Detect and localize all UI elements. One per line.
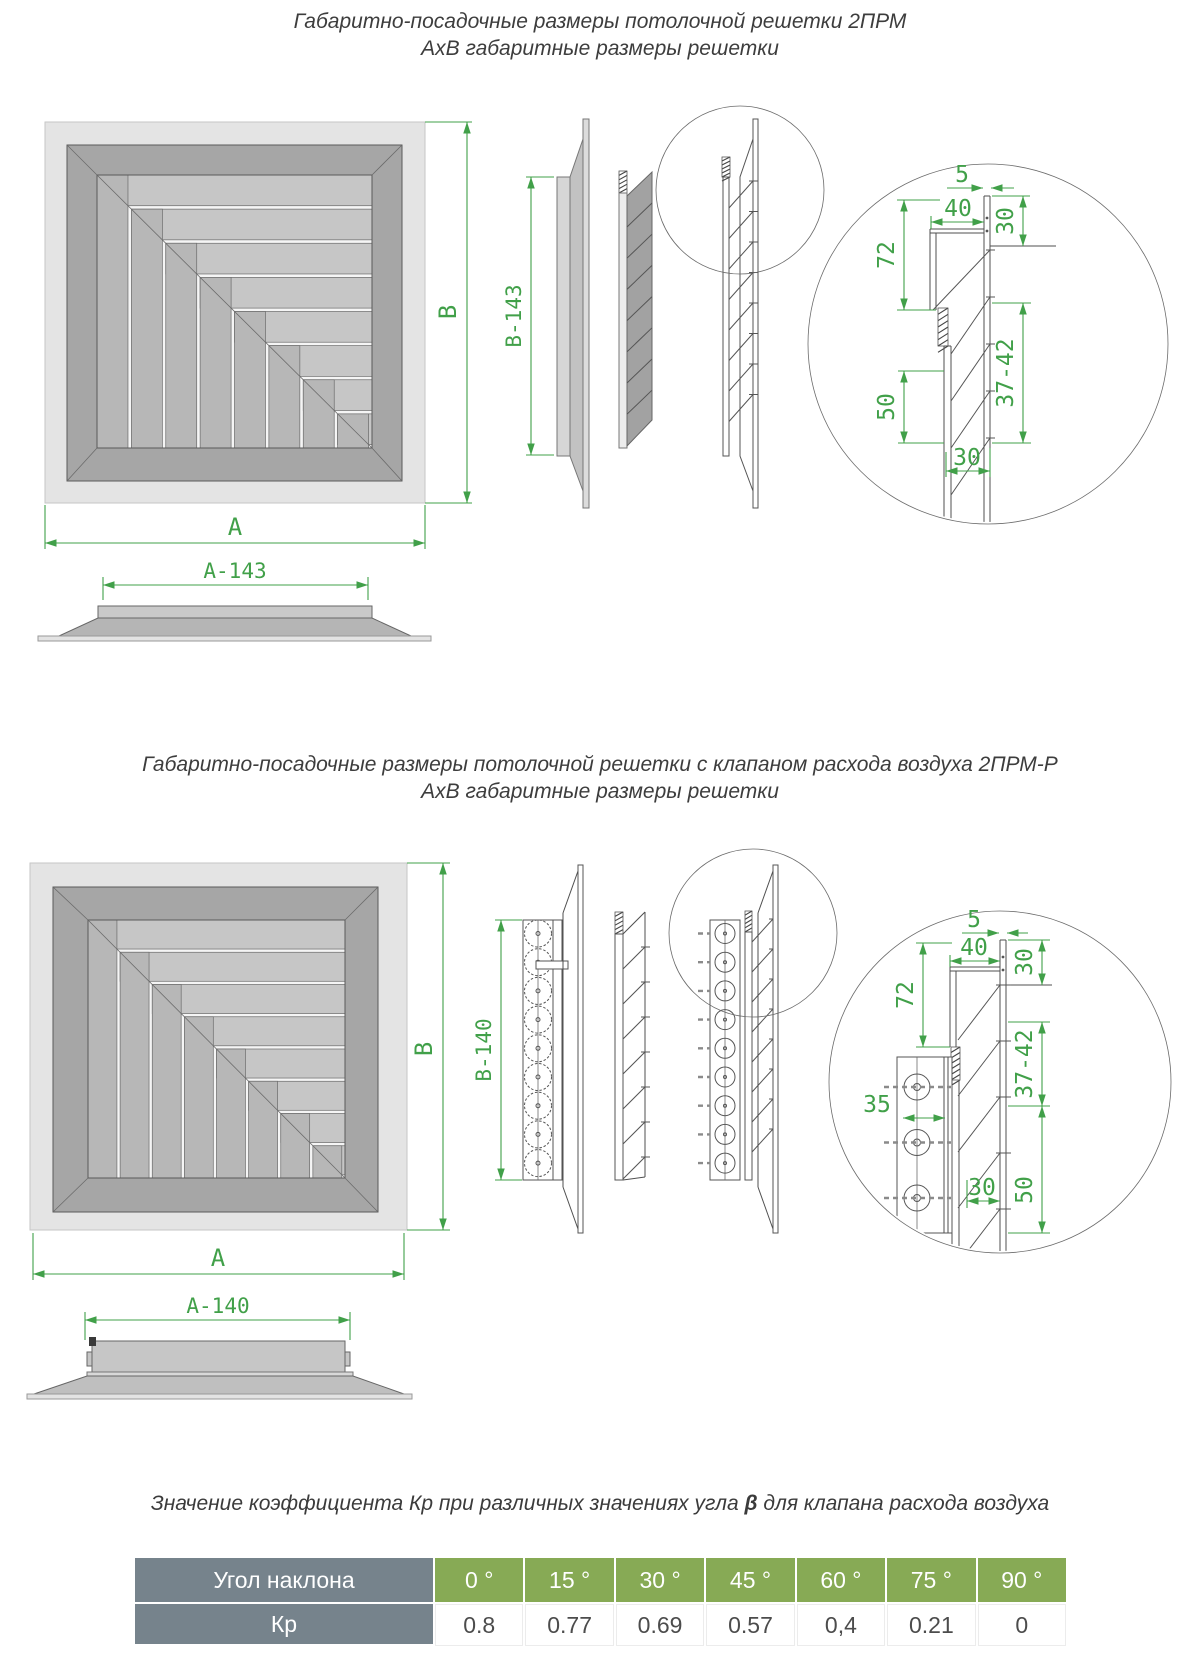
detail-view-1 [808, 162, 1168, 524]
spring-coil-line [938, 340, 948, 346]
spring-coil-line [722, 173, 730, 177]
slat-line [623, 1017, 645, 1039]
angle-75: 75 ° [887, 1558, 975, 1602]
angle-60: 60 ° [797, 1558, 885, 1602]
slat-line [958, 1209, 1000, 1264]
detail-1-dimensions [874, 162, 1031, 477]
spring-coil-line [938, 346, 948, 352]
dim-label-A143: A-143 [203, 559, 267, 583]
kp-value-15: 0.77 [525, 1604, 613, 1646]
dim-label-B1: B [434, 304, 462, 320]
damper-side-view [472, 865, 583, 1233]
angle-45: 45 ° [706, 1558, 794, 1602]
dim-label-A140: A-140 [186, 1294, 250, 1318]
dim-d3742-2: 37-42 [1012, 1029, 1038, 1099]
spring-coil-line [938, 314, 948, 320]
louver-blade-left [97, 175, 128, 448]
angle-0: 0 ° [435, 1558, 523, 1602]
louver-stack-side-view [619, 171, 652, 448]
section1-title-line1: Габаритно-посадочные размеры потолочной решетки 2ПРМ [293, 10, 907, 33]
slat-line [623, 1087, 645, 1109]
louver-slats [623, 947, 650, 1179]
dim-label-B2: B [410, 1041, 438, 1057]
dim-d30-bottom-1: 30 [953, 445, 981, 471]
assembled-side-view-1 [656, 106, 824, 508]
slat-line [752, 949, 773, 972]
louver-blade-left [88, 920, 117, 1178]
dim-label-B143: B-143 [502, 284, 526, 348]
grille-2prm-front-view [45, 122, 425, 503]
detail-callout-circle-2 [669, 849, 837, 1017]
spring-coil-line [722, 169, 730, 173]
louver-blade-top [88, 920, 345, 949]
section1-title-line2: АхВ габаритные размеры решетки [421, 37, 779, 60]
dim-d72-2: 72 [893, 981, 919, 1009]
angle-15: 15 ° [525, 1558, 613, 1602]
louver-blade-top [120, 952, 345, 981]
dim-A-section2 [33, 1233, 404, 1280]
spring-coil-line [615, 912, 623, 916]
kp-value-75: 0.21 [887, 1604, 975, 1646]
dim-d40-2: 40 [960, 935, 988, 961]
section2-title [0, 751, 1200, 805]
angle-30: 30 ° [616, 1558, 704, 1602]
spring-coil-line [745, 915, 752, 919]
spring-coil-line [938, 321, 948, 327]
spring-coil-line [938, 333, 948, 339]
spring-coil-line [615, 921, 623, 925]
table-header-angle-label: Угол наклона [135, 1558, 433, 1602]
caption-pre: Значение коэффициента Кр при различных значениях угла [150, 1492, 745, 1515]
louver-piece-side-view-2 [615, 912, 650, 1180]
grille-2prmr-front-view [30, 863, 407, 1230]
spring-coil-line [722, 157, 730, 161]
spring-hatch [722, 157, 730, 181]
spring-coil-line [619, 171, 627, 175]
grille-2prmr-bottom-view [27, 1294, 412, 1399]
dim-A-section1 [45, 505, 425, 549]
louver-blade-left [120, 952, 149, 1178]
slat-line [752, 1129, 773, 1152]
dim-label-A1: A [227, 513, 243, 541]
slat-line [623, 1157, 645, 1179]
dim-label-A2: A [210, 1244, 226, 1272]
spring-coil-line [619, 189, 627, 193]
slat-line [623, 1122, 645, 1144]
table-caption [0, 1492, 1200, 1516]
dim-d30-top-1: 30 [993, 207, 1019, 235]
slat-line [958, 985, 1000, 1040]
louver-blade-left [131, 209, 162, 448]
dim-d3742-1: 37-42 [993, 338, 1019, 408]
angle-90: 90 ° [978, 1558, 1066, 1602]
slat-line [933, 250, 990, 310]
louver-blade-left [152, 985, 181, 1179]
section2-title-line1: Габаритно-посадочные размеры потолочной решетки с клапаном расхода воздуха 2ПРМ-Р [142, 753, 1058, 776]
dim-d5-2: 5 [967, 907, 981, 933]
assembled-side-view-2 [669, 849, 837, 1233]
spring-coil-line [615, 916, 623, 920]
louver-blade-top [131, 209, 372, 240]
dim-d50-2: 50 [1012, 1176, 1038, 1204]
slat-line [752, 979, 773, 1002]
spring-coil-line [619, 184, 627, 188]
louver-blade-left [166, 243, 197, 448]
slat-line [958, 1097, 1000, 1152]
slat-line [623, 947, 645, 969]
spring-coil-line [722, 165, 730, 169]
dim-d40-1: 40 [944, 196, 972, 222]
spring-coil-line [938, 308, 948, 314]
dim-d35-2: 35 [863, 1092, 891, 1118]
detail-view-2 [829, 907, 1171, 1264]
kp-value-45: 0.57 [706, 1604, 794, 1646]
spring-coil-line [722, 161, 730, 165]
louver-blade-left [303, 380, 334, 448]
spring-coil-line [938, 327, 948, 333]
dim-d30-bottom-2: 30 [968, 1175, 996, 1201]
section2-title-line2: АхВ габаритные размеры решетки [421, 780, 779, 803]
kp-value-30: 0.69 [616, 1604, 704, 1646]
slat-line [752, 919, 773, 942]
caption-beta: β [744, 1492, 758, 1515]
dim-d30-top-2: 30 [1012, 948, 1038, 976]
slat-line [752, 1039, 773, 1062]
louver-blade-top [97, 175, 372, 206]
spring-coil-line [615, 925, 623, 929]
slat-line [752, 1099, 773, 1122]
table-kp-label: Кр [135, 1604, 433, 1644]
louver-blade-left [281, 1114, 310, 1179]
detail-2-dimensions [863, 907, 1050, 1233]
kp-value-0: 0.8 [435, 1604, 523, 1646]
kp-coefficient-table [135, 1558, 1066, 1646]
slat-line [752, 1069, 773, 1092]
dim-d72-1: 72 [874, 241, 900, 269]
slat-line [752, 1009, 773, 1032]
louver-blade-left [235, 312, 266, 449]
caption-post: для клапана расхода воздуха [757, 1492, 1050, 1515]
dim-d50-1: 50 [874, 393, 900, 421]
dim-d5-1: 5 [955, 162, 969, 188]
dim-B-section1 [425, 122, 472, 503]
slat-line [623, 982, 645, 1004]
spring-coil-line [619, 180, 627, 184]
grille-2prm-bottom-view [38, 559, 431, 641]
louver-slats [958, 985, 1011, 1264]
slat-line [623, 1052, 645, 1074]
spring-coil-line [745, 928, 752, 932]
louver-blade-left [217, 1049, 246, 1178]
slat-line [958, 1041, 1000, 1096]
spring-coil-line [951, 1047, 960, 1053]
grille-2prm-side-view [502, 119, 589, 508]
dim-B-section2 [407, 863, 450, 1230]
spring-coil-line [745, 924, 752, 928]
spring-coil-line [745, 911, 752, 915]
kp-value-90: 0 [978, 1604, 1066, 1646]
dim-label-B140: B-140 [472, 1018, 496, 1082]
spring-coil-line [615, 930, 623, 934]
kp-value-60: 0,4 [797, 1604, 885, 1646]
spring-coil-line [619, 175, 627, 179]
spring-coil-line [745, 919, 752, 923]
